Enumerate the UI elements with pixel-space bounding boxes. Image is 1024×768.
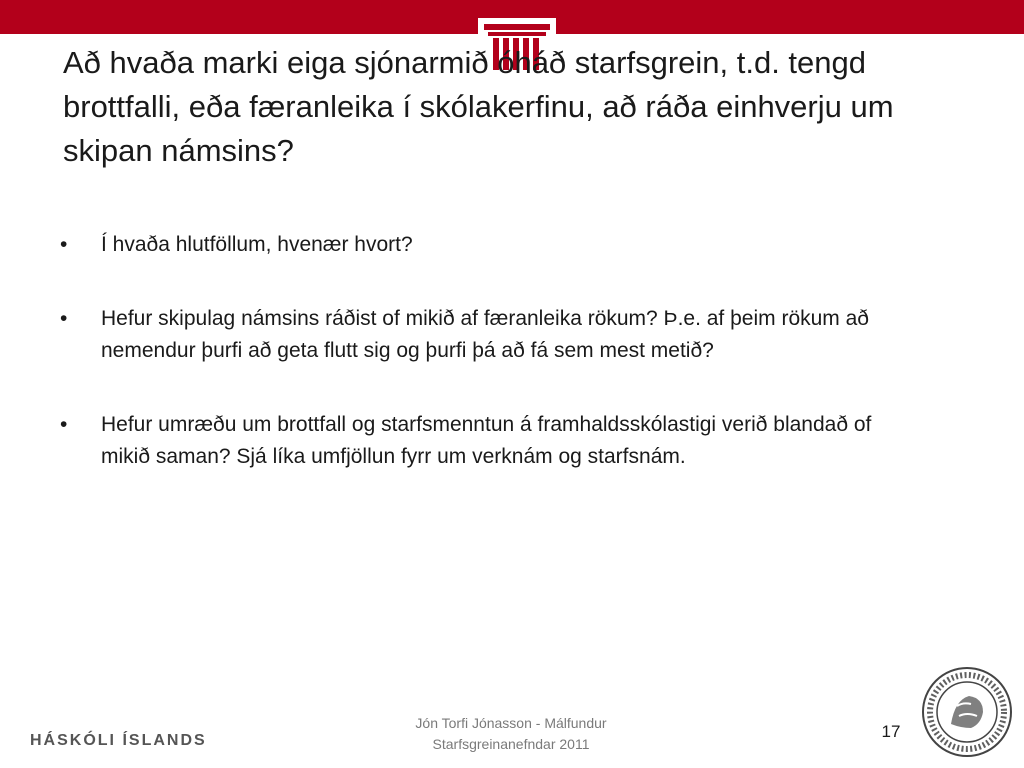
footer-author: Jón Torfi Jónasson - Málfundur: [415, 715, 607, 731]
bullet-text: Hefur umræðu um brottfall og starfsmenntun á framhaldsskólastigi verið blandað of mikið saman? Sjá líka umfjöllun fyrr um verknám og starfsnám.: [101, 413, 872, 468]
bullet-item: [60, 303, 920, 367]
bullet-text: Í hvaða hlutföllum, hvenær hvort?: [101, 233, 413, 256]
bullet-text: Hefur skipulag námsins ráðist of mikið af færanleika rökum? Þ.e. af þeim rökum að nemendur þurfi að geta flutt sig og þurfi þá að fá sem mest metið?: [101, 307, 869, 362]
slide-title: Að hvaða marki eiga sjónarmið óháð starfsgrein, t.d. tengd brottfalli, eða færanleika í skólakerfinu, að ráða einhverju um skipan námsins?: [63, 45, 894, 168]
university-seal-icon: [921, 666, 1013, 758]
bullet-item: [60, 409, 920, 473]
footer: [380, 713, 642, 755]
bullet-marker: •: [60, 233, 68, 256]
page-number: 17: [881, 722, 901, 741]
bullet-list: [60, 229, 920, 473]
bullet-marker: •: [60, 307, 68, 330]
bullet-marker: •: [60, 413, 68, 436]
bullet-item: [60, 229, 920, 261]
university-logo-text: HÁSKÓLI ÍSLANDS: [30, 732, 207, 749]
footer-event: Starfsgreinanefndar 2011: [432, 736, 590, 752]
